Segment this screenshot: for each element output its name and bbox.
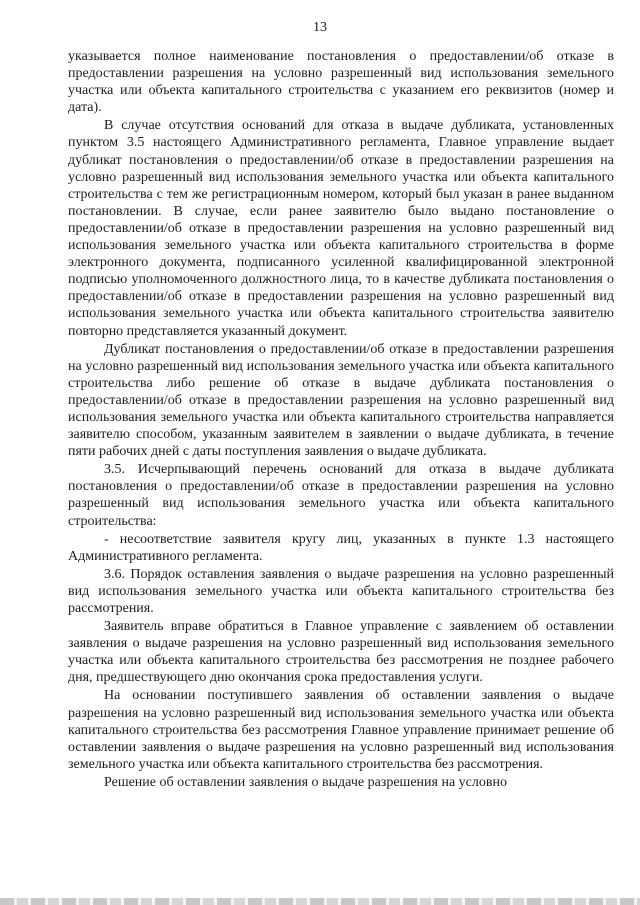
paragraph-applicant-right: Заявитель вправе обратиться в Главное управление с заявлением об оставлении заявления о выдаче разрешения на условно разрешенный вид использования земельного участка или объекта капитального строительства без рассмотрения не позднее рабочего дня, предшествующего дню окончания срока предоставления услуги. xyxy=(68,619,614,686)
scan-bottom-edge xyxy=(0,898,640,905)
list-item-refusal-ground: - несоответствие заявителя кругу лиц, указанных в пункте 1.3 настоящего Административного регламента. xyxy=(68,531,614,564)
paragraph-decision-basis: На основании поступившего заявления об оставлении заявления о выдаче разрешения на условно разрешенный вид использования земельного участка или объекта капитального строительства без рассмотрения Главное управление принимает решение об оставлении заявления о выдаче разрешения на условно разрешенный вид использования земельного участка или объекта капитального строительства без рассмотрения. xyxy=(68,688,614,772)
paragraph-section-3-5: 3.5. Исчерпывающий перечень оснований для отказа в выдаче дубликата постановления о предоставлении/об отказе в предоставлении разрешения на условно разрешенный вид использования земельного участка или объекта капитального строительства: xyxy=(68,462,614,529)
paragraph-continuation: указывается полное наименование постановления о предоставлении/об отказе в предоставлении разрешения на условно разрешенный вид использования земельного участка или объекта капитального строительства с указанием его реквизитов (номер и дата). xyxy=(68,49,614,116)
paragraph-section-3-6: 3.6. Порядок оставления заявления о выдаче разрешения на условно разрешенный вид использования земельного участка или объекта капитального строительства без рассмотрения. xyxy=(68,566,614,616)
document-body xyxy=(68,48,614,792)
paragraph-duplicate-delivery: Дубликат постановления о предоставлении/об отказе в предоставлении разрешения на условно разрешенный вид использования земельного участка или объекта капитального строительства либо решение об отказе в выдаче дубликата постановления о предоставлении/об отказе в предоставлении разрешения на условно разрешенный вид использования земельного участка или объекта капитального строительства направляется заявителю способом, указанным заявителем в заявлении о выдаче дубликата, в течение пяти рабочих дней с даты поступления заявления о выдаче дубликата. xyxy=(68,341,614,460)
paragraph-decision-start: Решение об оставлении заявления о выдаче разрешения на условно xyxy=(104,774,507,790)
page-number: 13 xyxy=(313,20,327,35)
paragraph-no-grounds-for-refusal: В случае отсутствия оснований для отказа в выдаче дубликата, установленных пунктом 3.5 настоящего Административного регламента, Главное управление выдает дубликат постановления о предоставлении/об отказе в предоставлении разрешения на условно разрешенный вид использования земельного участка или объекта капитального строительства с тем же регистрационным номером, который был указан в ранее выданном постановлении. В случае, если ранее заявителю было выдано постановление о предоставлении/об отказе в предоставлении разрешения на условно разрешенный вид использования земельного участка или объекта капитального строительства в форме электронного документа, подписанного усиленной квалифицированной электронной подписью уполномоченного должностного лица, то в качестве дубликата постановления о предоставлении/об отказе в предоставлении разрешения на условно разрешенный вид использования земельного участка или объекта капитального строительства заявителю повторно представляется указанный документ. xyxy=(68,118,614,339)
